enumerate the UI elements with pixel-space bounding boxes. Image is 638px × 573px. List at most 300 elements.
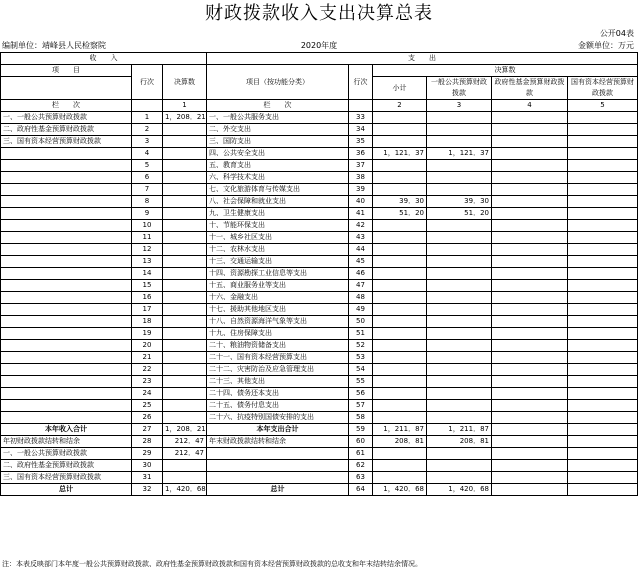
income-item-cell: 三、国有资本经营预算财政拨款 bbox=[1, 472, 132, 484]
expense-general-budget-cell bbox=[427, 112, 492, 124]
expense-state-capital-cell bbox=[568, 376, 638, 388]
expense-row-no-cell: 63 bbox=[349, 472, 373, 484]
expense-item-cell: 一、一般公共服务支出 bbox=[207, 112, 349, 124]
expense-item-cell: 二十四、债务还本支出 bbox=[207, 388, 349, 400]
income-item-cell bbox=[1, 388, 132, 400]
expense-item-cell: 八、社会保障和就业支出 bbox=[207, 196, 349, 208]
expense-row-no-cell: 58 bbox=[349, 412, 373, 424]
income-amount-cell: 212．47 bbox=[163, 448, 207, 460]
income-item-cell bbox=[1, 364, 132, 376]
expense-row-no-cell: 50 bbox=[349, 316, 373, 328]
expense-general-budget-cell: 51．20 bbox=[427, 208, 492, 220]
expense-fund-budget-cell bbox=[492, 280, 568, 292]
expense-subtotal-cell bbox=[373, 112, 427, 124]
expense-subtotal-cell bbox=[373, 388, 427, 400]
expense-subtotal-cell bbox=[373, 292, 427, 304]
income-amount-cell bbox=[163, 232, 207, 244]
expense-fund-budget-cell bbox=[492, 460, 568, 472]
table-row bbox=[1, 460, 638, 472]
expense-subtotal-cell: 1，121．37 bbox=[373, 148, 427, 160]
table-row bbox=[1, 112, 638, 124]
income-row-no-cell: 20 bbox=[132, 340, 163, 352]
income-row-no-cell: 18 bbox=[132, 316, 163, 328]
expense-item-cell: 十八、自然资源海洋气象等支出 bbox=[207, 316, 349, 328]
column-number-5: 5 bbox=[568, 100, 638, 112]
footnote: 注：本表反映部门本年度一般公共预算财政拨款、政府性基金预算财政拨款和国有资本经营预算财政拨款的总收支和年末结转结余情况。 bbox=[2, 560, 422, 568]
expense-subtotal-cell bbox=[373, 400, 427, 412]
income-item-cell bbox=[1, 400, 132, 412]
expense-item-cell: 十七、援助其他地区支出 bbox=[207, 304, 349, 316]
expense-fund-budget-cell bbox=[492, 220, 568, 232]
expense-state-capital-cell bbox=[568, 316, 638, 328]
expense-item-cell: 七、文化旅游体育与传媒支出 bbox=[207, 184, 349, 196]
income-item-cell bbox=[1, 256, 132, 268]
expense-state-capital-cell bbox=[568, 424, 638, 436]
expense-row-no-header: 行次 bbox=[349, 65, 373, 100]
expense-general-budget-cell bbox=[427, 292, 492, 304]
income-row-no-cell: 8 bbox=[132, 196, 163, 208]
table-row bbox=[1, 400, 638, 412]
expense-fund-budget-cell bbox=[492, 364, 568, 376]
income-item-cell bbox=[1, 160, 132, 172]
expense-fund-budget-cell bbox=[492, 112, 568, 124]
expense-subtotal-cell bbox=[373, 304, 427, 316]
income-row-no-cell: 19 bbox=[132, 328, 163, 340]
expense-row-no-cell: 60 bbox=[349, 436, 373, 448]
header-row-labels bbox=[1, 65, 638, 77]
expense-item-cell: 二十三、其他支出 bbox=[207, 376, 349, 388]
column-number-row bbox=[1, 100, 638, 112]
income-row-no-cell: 9 bbox=[132, 208, 163, 220]
expense-general-budget-cell bbox=[427, 352, 492, 364]
income-item-cell bbox=[1, 172, 132, 184]
expense-item-cell: 十六、金融支出 bbox=[207, 292, 349, 304]
expense-item-cell: 二、外交支出 bbox=[207, 124, 349, 136]
income-item-cell bbox=[1, 316, 132, 328]
expense-row-no-cell: 41 bbox=[349, 208, 373, 220]
expense-state-capital-cell bbox=[568, 112, 638, 124]
table-row bbox=[1, 448, 638, 460]
income-item-cell: 二、政府性基金预算财政拨款 bbox=[1, 460, 132, 472]
expense-row-no-cell: 43 bbox=[349, 232, 373, 244]
expense-general-budget-cell bbox=[427, 160, 492, 172]
income-amount-cell: 1，208．21 bbox=[163, 424, 207, 436]
income-amount-cell bbox=[163, 400, 207, 412]
expense-state-capital-cell bbox=[568, 328, 638, 340]
expense-row-no-cell: 61 bbox=[349, 448, 373, 460]
table-row bbox=[1, 304, 638, 316]
expense-row-no-cell: 57 bbox=[349, 400, 373, 412]
expense-item-cell: 十五、商业服务业等支出 bbox=[207, 280, 349, 292]
general-budget-header: 一般公共预算财政拨款 bbox=[427, 77, 492, 100]
expense-general-budget-cell bbox=[427, 316, 492, 328]
expense-row-no-cell: 39 bbox=[349, 184, 373, 196]
table-row bbox=[1, 412, 638, 424]
expense-state-capital-cell bbox=[568, 472, 638, 484]
table-row bbox=[1, 184, 638, 196]
income-row-no-cell: 14 bbox=[132, 268, 163, 280]
income-row-no-cell: 27 bbox=[132, 424, 163, 436]
expense-state-capital-cell bbox=[568, 388, 638, 400]
expense-state-capital-cell bbox=[568, 292, 638, 304]
expense-fund-budget-cell bbox=[492, 292, 568, 304]
income-row-no-cell: 7 bbox=[132, 184, 163, 196]
expense-state-capital-cell bbox=[568, 172, 638, 184]
expense-state-capital-cell bbox=[568, 436, 638, 448]
income-amount-cell bbox=[163, 376, 207, 388]
table-row bbox=[1, 484, 638, 496]
expense-subtotal-cell bbox=[373, 220, 427, 232]
expense-fund-budget-cell bbox=[492, 340, 568, 352]
column-label-left: 栏 次 bbox=[1, 100, 132, 112]
expense-row-no-cell: 35 bbox=[349, 136, 373, 148]
income-row-no-cell: 26 bbox=[132, 412, 163, 424]
income-amount-cell bbox=[163, 148, 207, 160]
income-amount-cell bbox=[163, 136, 207, 148]
expense-subtotal-cell bbox=[373, 328, 427, 340]
expense-item-cell: 本年支出合计 bbox=[207, 424, 349, 436]
income-row-no-cell: 25 bbox=[132, 400, 163, 412]
column-number-blank bbox=[349, 100, 373, 112]
expense-subtotal-cell bbox=[373, 184, 427, 196]
income-item-cell: 一、一般公共预算财政拨款 bbox=[1, 112, 132, 124]
expense-general-budget-cell bbox=[427, 412, 492, 424]
table-row bbox=[1, 124, 638, 136]
expense-item-cell: 五、教育支出 bbox=[207, 160, 349, 172]
income-amount-cell bbox=[163, 412, 207, 424]
expense-state-capital-cell bbox=[568, 280, 638, 292]
income-amount-cell bbox=[163, 340, 207, 352]
expense-fund-budget-cell bbox=[492, 352, 568, 364]
expense-general-budget-cell: 1，211．87 bbox=[427, 424, 492, 436]
expense-general-budget-cell bbox=[427, 280, 492, 292]
expense-general-budget-cell bbox=[427, 136, 492, 148]
expense-item-cell: 十九、住房保障支出 bbox=[207, 328, 349, 340]
income-item-cell: 总计 bbox=[1, 484, 132, 496]
income-amount-cell bbox=[163, 256, 207, 268]
expense-row-no-cell: 37 bbox=[349, 160, 373, 172]
expense-general-budget-cell bbox=[427, 124, 492, 136]
income-amount-cell bbox=[163, 160, 207, 172]
expense-state-capital-cell bbox=[568, 184, 638, 196]
expense-item-cell: 十四、资源勘探工业信息等支出 bbox=[207, 268, 349, 280]
expense-item-cell: 九、卫生健康支出 bbox=[207, 208, 349, 220]
expense-state-capital-cell bbox=[568, 484, 638, 496]
income-amount-cell bbox=[163, 184, 207, 196]
income-amount-cell bbox=[163, 292, 207, 304]
expense-general-budget-cell bbox=[427, 184, 492, 196]
expense-general-budget-cell bbox=[427, 220, 492, 232]
income-item-cell bbox=[1, 376, 132, 388]
expense-fund-budget-cell bbox=[492, 148, 568, 160]
expense-subtotal-cell bbox=[373, 280, 427, 292]
expense-general-budget-cell bbox=[427, 328, 492, 340]
income-amount-cell bbox=[163, 304, 207, 316]
expense-fund-budget-cell bbox=[492, 256, 568, 268]
expense-row-no-cell: 42 bbox=[349, 220, 373, 232]
expense-general-budget-cell bbox=[427, 232, 492, 244]
expense-item-cell: 十、节能环保支出 bbox=[207, 220, 349, 232]
expense-general-budget-cell: 1，121．37 bbox=[427, 148, 492, 160]
income-item-cell bbox=[1, 148, 132, 160]
expense-subtotal-cell bbox=[373, 364, 427, 376]
expense-item-cell: 二十、粮油物资储备支出 bbox=[207, 340, 349, 352]
expense-fund-budget-cell bbox=[492, 376, 568, 388]
expense-item-cell: 四、公共安全支出 bbox=[207, 148, 349, 160]
income-item-cell bbox=[1, 196, 132, 208]
expense-item-cell: 二十六、抗疫特别国债安排的支出 bbox=[207, 412, 349, 424]
expense-row-no-cell: 44 bbox=[349, 244, 373, 256]
money-unit: 金额单位：万元 bbox=[578, 41, 634, 50]
expense-row-no-cell: 54 bbox=[349, 364, 373, 376]
income-item-cell bbox=[1, 352, 132, 364]
income-item-cell bbox=[1, 280, 132, 292]
income-item-cell bbox=[1, 292, 132, 304]
income-amount-cell bbox=[163, 172, 207, 184]
income-item-cell bbox=[1, 184, 132, 196]
compiling-unit: 编制单位：靖峰县人民检察院 bbox=[2, 41, 106, 50]
expense-row-no-cell: 56 bbox=[349, 388, 373, 400]
expense-state-capital-cell bbox=[568, 268, 638, 280]
expense-fund-budget-cell bbox=[492, 304, 568, 316]
income-row-no-cell: 28 bbox=[132, 436, 163, 448]
income-item-cell: 二、政府性基金预算财政拨款 bbox=[1, 124, 132, 136]
income-amount-cell bbox=[163, 268, 207, 280]
income-item-cell bbox=[1, 412, 132, 424]
expense-fund-budget-cell bbox=[492, 328, 568, 340]
expense-subtotal-cell: 39．30 bbox=[373, 196, 427, 208]
expense-general-budget-cell bbox=[427, 268, 492, 280]
expense-general-budget-cell: 208．81 bbox=[427, 436, 492, 448]
expense-item-cell: 年末财政拨款结转和结余 bbox=[207, 436, 349, 448]
column-number-2: 2 bbox=[373, 100, 427, 112]
expense-amount-header: 决算数 bbox=[373, 65, 638, 77]
expense-row-no-cell: 46 bbox=[349, 268, 373, 280]
expense-header: 支 出 bbox=[207, 53, 638, 65]
table-row bbox=[1, 472, 638, 484]
income-amount-cell bbox=[163, 352, 207, 364]
expense-fund-budget-cell bbox=[492, 436, 568, 448]
income-amount-cell: 1，420．68 bbox=[163, 484, 207, 496]
income-item-cell bbox=[1, 304, 132, 316]
expense-row-no-cell: 34 bbox=[349, 124, 373, 136]
expense-row-no-cell: 53 bbox=[349, 352, 373, 364]
expense-fund-budget-cell bbox=[492, 184, 568, 196]
table-row bbox=[1, 280, 638, 292]
expense-subtotal-cell bbox=[373, 340, 427, 352]
expense-fund-budget-cell bbox=[492, 388, 568, 400]
table-row bbox=[1, 196, 638, 208]
expense-item-cell: 十三、交通运输支出 bbox=[207, 256, 349, 268]
income-item-header: 项 目 bbox=[1, 65, 132, 77]
expense-state-capital-cell bbox=[568, 244, 638, 256]
expense-item-cell: 三、国防支出 bbox=[207, 136, 349, 148]
income-amount-cell bbox=[163, 460, 207, 472]
expense-general-budget-cell bbox=[427, 472, 492, 484]
expense-state-capital-cell bbox=[568, 352, 638, 364]
column-label-right: 栏 次 bbox=[207, 100, 349, 112]
income-item-cell: 本年收入合计 bbox=[1, 424, 132, 436]
table-row bbox=[1, 388, 638, 400]
income-amount-cell: 1，208．21 bbox=[163, 112, 207, 124]
expense-item-cell: 十二、农林水支出 bbox=[207, 244, 349, 256]
expense-general-budget-cell: 39．30 bbox=[427, 196, 492, 208]
expense-subtotal-cell bbox=[373, 232, 427, 244]
expense-general-budget-cell bbox=[427, 448, 492, 460]
income-amount-cell bbox=[163, 220, 207, 232]
expense-state-capital-cell bbox=[568, 232, 638, 244]
expense-state-capital-cell bbox=[568, 256, 638, 268]
income-item-cell bbox=[1, 328, 132, 340]
expense-row-no-cell: 33 bbox=[349, 112, 373, 124]
income-item-cell bbox=[1, 208, 132, 220]
income-row-no-cell: 11 bbox=[132, 232, 163, 244]
table-row bbox=[1, 208, 638, 220]
expense-item-cell: 二十五、债务付息支出 bbox=[207, 400, 349, 412]
expense-row-no-cell: 40 bbox=[349, 196, 373, 208]
expense-subtotal-cell bbox=[373, 160, 427, 172]
income-item-cell: 三、国有资本经营预算财政拨款 bbox=[1, 136, 132, 148]
expense-state-capital-cell bbox=[568, 364, 638, 376]
expense-fund-budget-cell bbox=[492, 472, 568, 484]
table-row bbox=[1, 148, 638, 160]
table-row bbox=[1, 256, 638, 268]
expense-subtotal-cell: 208．81 bbox=[373, 436, 427, 448]
income-amount-cell: 212．47 bbox=[163, 436, 207, 448]
expense-fund-budget-cell bbox=[492, 208, 568, 220]
header-row-sections bbox=[1, 53, 638, 65]
expense-item-cell: 二十一、国有资本经营预算支出 bbox=[207, 352, 349, 364]
expense-state-capital-cell bbox=[568, 160, 638, 172]
expense-item-cell bbox=[207, 460, 349, 472]
expense-subtotal-cell: 1，211．87 bbox=[373, 424, 427, 436]
expense-row-no-cell: 47 bbox=[349, 280, 373, 292]
expense-general-budget-cell bbox=[427, 340, 492, 352]
income-row-no-cell: 24 bbox=[132, 388, 163, 400]
expense-subtotal-cell bbox=[373, 352, 427, 364]
column-number-blank bbox=[132, 100, 163, 112]
table-row bbox=[1, 352, 638, 364]
income-amount-cell bbox=[163, 472, 207, 484]
expense-subtotal-cell bbox=[373, 376, 427, 388]
expense-item-header: 项目（按功能分类） bbox=[207, 65, 349, 100]
income-row-no-cell: 30 bbox=[132, 460, 163, 472]
expense-fund-budget-cell bbox=[492, 400, 568, 412]
expense-state-capital-cell bbox=[568, 220, 638, 232]
table-row bbox=[1, 160, 638, 172]
income-item-cell bbox=[1, 232, 132, 244]
expense-state-capital-cell bbox=[568, 208, 638, 220]
expense-row-no-cell: 45 bbox=[349, 256, 373, 268]
income-amount-cell bbox=[163, 316, 207, 328]
table-row bbox=[1, 220, 638, 232]
table-row bbox=[1, 268, 638, 280]
income-item-cell: 一、一般公共预算财政拨款 bbox=[1, 448, 132, 460]
income-row-no-cell: 31 bbox=[132, 472, 163, 484]
expense-general-budget-cell bbox=[427, 244, 492, 256]
table-row bbox=[1, 172, 638, 184]
income-row-no-cell: 15 bbox=[132, 280, 163, 292]
expense-general-budget-cell bbox=[427, 376, 492, 388]
income-row-no-cell: 5 bbox=[132, 160, 163, 172]
table-row bbox=[1, 424, 638, 436]
table-row bbox=[1, 316, 638, 328]
report-title: 财政拨款收入支出决算总表 bbox=[205, 3, 433, 24]
expense-state-capital-cell bbox=[568, 448, 638, 460]
income-amount-cell bbox=[163, 244, 207, 256]
expense-subtotal-cell bbox=[373, 256, 427, 268]
income-item-cell bbox=[1, 244, 132, 256]
expense-row-no-cell: 55 bbox=[349, 376, 373, 388]
expense-state-capital-cell bbox=[568, 148, 638, 160]
table-row bbox=[1, 364, 638, 376]
expense-fund-budget-cell bbox=[492, 244, 568, 256]
expense-fund-budget-cell bbox=[492, 196, 568, 208]
table-row bbox=[1, 244, 638, 256]
expense-item-cell bbox=[207, 448, 349, 460]
expense-state-capital-cell bbox=[568, 400, 638, 412]
expense-subtotal-cell bbox=[373, 412, 427, 424]
income-row-no-cell: 21 bbox=[132, 352, 163, 364]
expense-general-budget-cell bbox=[427, 172, 492, 184]
expense-state-capital-cell bbox=[568, 412, 638, 424]
income-amount-cell bbox=[163, 208, 207, 220]
form-code: 公开04表 bbox=[599, 29, 634, 38]
expense-fund-budget-cell bbox=[492, 124, 568, 136]
income-row-no-cell: 29 bbox=[132, 448, 163, 460]
expense-general-budget-cell bbox=[427, 460, 492, 472]
expense-subtotal-cell bbox=[373, 136, 427, 148]
header-blank-cell bbox=[1, 77, 132, 100]
column-number-4: 4 bbox=[492, 100, 568, 112]
expense-row-no-cell: 62 bbox=[349, 460, 373, 472]
income-amount-cell bbox=[163, 196, 207, 208]
table-row bbox=[1, 136, 638, 148]
income-row-no-cell: 1 bbox=[132, 112, 163, 124]
expense-fund-budget-cell bbox=[492, 232, 568, 244]
income-item-cell bbox=[1, 268, 132, 280]
income-row-no-cell: 10 bbox=[132, 220, 163, 232]
income-header: 收 入 bbox=[1, 53, 207, 65]
income-row-no-cell: 6 bbox=[132, 172, 163, 184]
expense-row-no-cell: 48 bbox=[349, 292, 373, 304]
expense-general-budget-cell bbox=[427, 304, 492, 316]
expense-state-capital-cell bbox=[568, 124, 638, 136]
expense-item-cell: 二十二、灾害防治及应急管理支出 bbox=[207, 364, 349, 376]
income-amount-cell bbox=[163, 328, 207, 340]
income-amount-header: 决算数 bbox=[163, 65, 207, 100]
expense-subtotal-cell bbox=[373, 244, 427, 256]
income-row-no-cell: 22 bbox=[132, 364, 163, 376]
expense-fund-budget-cell bbox=[492, 172, 568, 184]
expense-fund-budget-cell bbox=[492, 484, 568, 496]
expense-general-budget-cell: 1，420．68 bbox=[427, 484, 492, 496]
expense-general-budget-cell bbox=[427, 388, 492, 400]
expense-subtotal-cell bbox=[373, 268, 427, 280]
expense-subtotal-cell bbox=[373, 316, 427, 328]
expense-item-cell: 六、科学技术支出 bbox=[207, 172, 349, 184]
expense-fund-budget-cell bbox=[492, 136, 568, 148]
expense-row-no-cell: 38 bbox=[349, 172, 373, 184]
expense-row-no-cell: 52 bbox=[349, 340, 373, 352]
state-capital-header: 国有资本经营预算财政拨款 bbox=[568, 77, 638, 100]
expense-state-capital-cell bbox=[568, 340, 638, 352]
expense-fund-budget-cell bbox=[492, 424, 568, 436]
income-amount-cell bbox=[163, 280, 207, 292]
expense-fund-budget-cell bbox=[492, 316, 568, 328]
table-row bbox=[1, 232, 638, 244]
expense-subtotal-cell: 1，420．68 bbox=[373, 484, 427, 496]
